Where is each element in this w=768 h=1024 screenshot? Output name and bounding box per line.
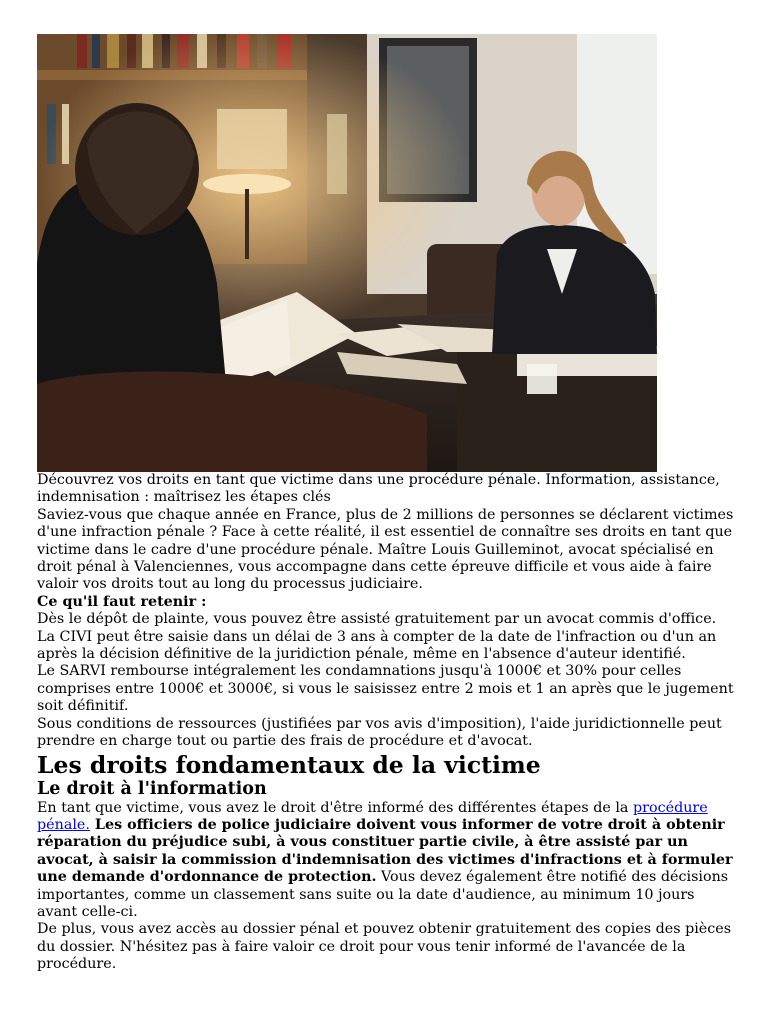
key-point-3: Le SARVI rembourse intégralement les condamnations jusqu'à 1000€ et 30% pour celles comprises entre 1000€ et 3000€, si vous le saisissez entre 2 mois et 1 an après que le jugement soit définitif. xyxy=(37,663,734,715)
information-paragraph xyxy=(37,800,737,922)
key-point-4: Sous conditions de ressources (justifiées par vos avis d'imposition), l'aide juridictionnelle peut prendre en charge tout ou partie des frais de procédure et d'avocat. xyxy=(37,715,722,750)
dossier-access-paragraph: De plus, vous avez accès au dossier pénal et pouvez obtenir gratuitement des copies des pièces du dossier. N'hésitez pas à faire valoir ce droit pour vous tenir informé de l'avancée de la procédure. xyxy=(37,921,732,973)
information-text-end: Vous devez également être notifié des décisions importantes, comme un classement sans suite ou la date d'audience, au minimum 10 jours avant celle-ci. xyxy=(37,869,729,920)
key-point-2: La CIVI peut être saisie dans un délai de 3 ans à compter de la date de l'infraction ou d'un an après la décision définitive de la juridiction pénale, même en l'absence d'auteur identifié. xyxy=(37,628,717,663)
hero-illustration xyxy=(37,34,657,472)
information-text-start: En tant que victime, vous avez le droit d'être informé des différentes étapes de la xyxy=(37,799,634,816)
information-text-bold: Les officiers de police judiciaire doivent vous informer de votre droit à obtenir réparation du préjudice subi, à vous constituer partie civile, à être assisté par un avocat, à saisir la commission d'indemnisation des victimes d'infractions et à formuler une demande d'ordonnance de protection. xyxy=(37,816,733,886)
intro-body: Saviez-vous que chaque année en France, plus de 2 millions de personnes se déclarent victimes d'une infraction pénale ? Face à cette réalité, il est essentiel de connaître ses droits en tant que victime dans le cadre d'une procédure pénale. Maître Louis Guilleminot, avocat spécialisé en droit pénal à Valenciennes, vous accompagne dans cette épreuve difficile et vous aide à faire valoir vos droits tout au long du processus judiciaire. xyxy=(37,506,734,593)
subsection-title: Le droit à l'information xyxy=(37,778,267,799)
key-point-1: Dès le dépôt de plainte, vous pouvez être assisté gratuitement par un avocat commis d'office. xyxy=(37,611,717,628)
section-title: Les droits fondamentaux de la victime xyxy=(37,750,541,779)
intro-lead: Découvrez vos droits en tant que victime dans une procédure pénale. Information, assistance, indemnisation : maîtrisez les étapes clés xyxy=(37,472,720,506)
hero-image xyxy=(37,34,657,472)
article xyxy=(37,34,737,974)
procedure-penale-link[interactable]: procédure pénale. xyxy=(37,799,708,833)
key-points-title: Ce qu'il faut retenir : xyxy=(37,593,207,610)
